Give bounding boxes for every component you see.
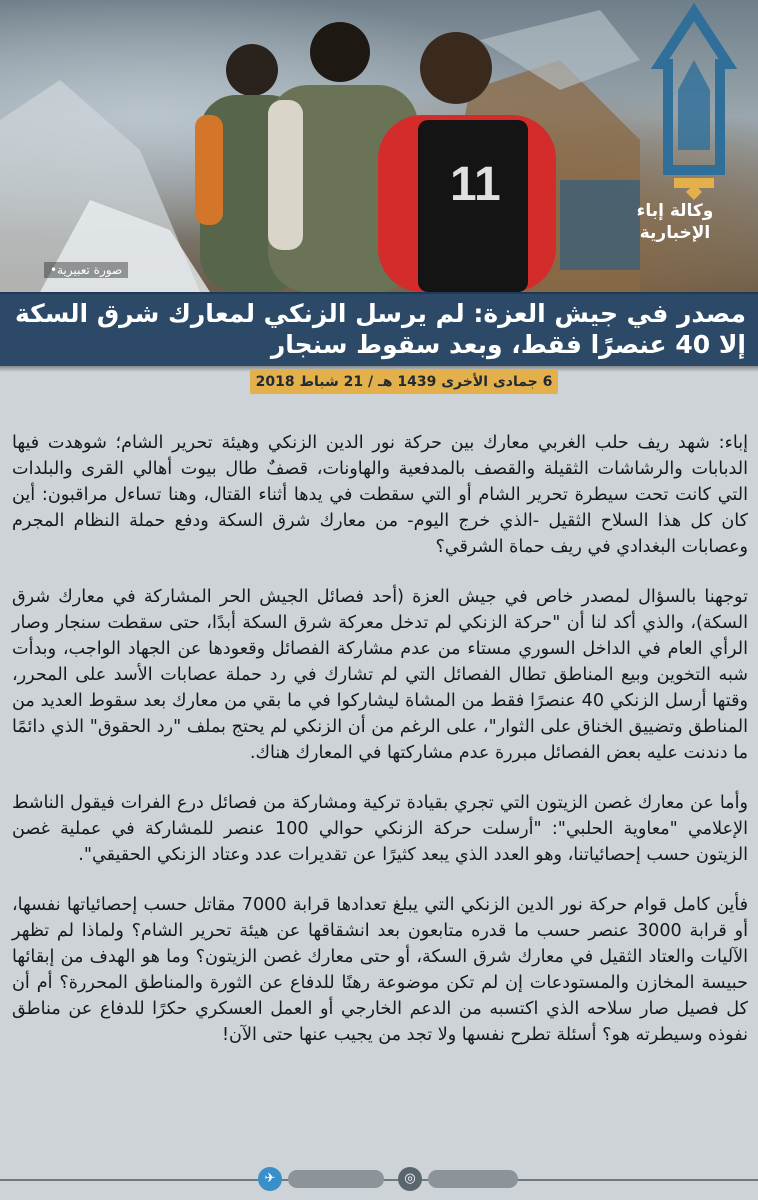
agency-logo [630, 0, 758, 292]
telegram-icon[interactable]: ✈ [258, 1167, 282, 1191]
footer [0, 1162, 758, 1200]
agency-name [630, 200, 720, 244]
telegram-handle[interactable] [288, 1170, 384, 1188]
agency-name-line1: وكالة إباء [636, 201, 714, 221]
agency-emblem-icon [630, 0, 758, 200]
paragraph-3: وأما عن معارك غصن الزيتون التي تجري بقيادة تركية ومشاركة من فصائل درع الفرات فيقول الناشط الإعلامي "معاوية الحلبي": "أرسلت حركة الزنكي حوالي 100 عنصر للمشاركة في عملية غصن الزيتون حسب إحصائياتنا، وهو العدد الذي يبعد كثيرًا عن تقديرات عدد وعتاد الزنكي الحقيقي". [12, 793, 748, 865]
paragraph-2: توجهنا بالسؤال لمصدر خاص في جيش العزة (أحد فصائل الجيش الحر المشاركة في معارك شرق السكة)، والذي أكد لنا أن "حركة الزنكي لم تدخل معركة شرق السكة أبدًا، حتى سقطت سنجار وصار الرأي العام في الداخل السوري مستاء من عدم مشاركة الفصائل وقعودها عن الجهاد الواجب، وبدأت شبه التخوين وبيع المناطق تطال الفصائل التي لم تشارك في رد حملة عصابات الأسد على المحرر، وقتها أرسل الزنكي 40 عنصرًا فقط من المشاة ليشاركوا في ما بقي من معارك بعد سقوط العديد من المناطق وتضييق الخناق على الثوار"، على الرغم من أن الزنكي لم يحتج بملف "رد الحقوق" الذي دائمًا ما دندنت عليه بعض الفصائل مبررة عدم مشاركتها في المعارك هناك. [12, 587, 748, 763]
date-bar [250, 370, 558, 394]
article-date: 6 جمادى الأخرى 1439 هـ / 21 شباط 2018 [255, 374, 553, 390]
website-handle[interactable] [428, 1170, 518, 1188]
globe-icon[interactable]: ◎ [398, 1167, 422, 1191]
svg-text:11: 11 [450, 158, 501, 211]
paragraph-1: إباء: شهد ريف حلب الغربي معارك بين حركة نور الدين الزنكي وهيئة تحرير الشام؛ شوهدت فيها الدبابات والرشاشات الثقيلة والقصف بالمدفعية والهاونات، قصفٌ طال بيوت أهالي القرى والبلدات التي كانت تحت سيطرة تحرير الشام أو التي سقطت في يدها أثناء القتال، وهنا تساءل مراقبون: أين كان كل هذا السلاح الثقيل -الذي خرج اليوم- من معارك شرق السكة ودفع حملة النظام المجرم وعصابات البغدادي في ريف حماة الشرقي؟ [12, 433, 748, 557]
agency-name-line2: الإخبارية [639, 223, 711, 243]
article-title: مصدر في جيش العزة: لم يرسل الزنكي لمعارك شرق السكة إلا 40 عنصرًا فقط، وبعد سقوط سنجار [15, 299, 746, 359]
title-band [0, 292, 758, 366]
paragraph-4: فأين كامل قوام حركة نور الدين الزنكي التي يبلغ تعدادها قرابة 7000 مقاتل حسب إحصائياتها نفسها، أو قرابة 3000 عنصر حسب ما قدره متابعون بعد انشقاقها عن هيئة تحرير الشام؟ ولماذا لم تظهر الآليات والعتاد الثقيل في معارك شرق السكة، أو حتى معارك غصن الزيتون؟ وما هو الهدف من إبقائها حبيسة المخازن والمستودعات إن لم تكن موضوعة رهنًا للدفاع عن الثورة والمناطق المحررة؟ أم أن كل فصيل صار سلاحه الذي اكتسبه من الدعم الخارجي أو العمل العسكري حكرًا للدفاع عن مناطق نفوذه وسيطرته هو؟ أسئلة تطرح نفسها ولا تجد من يجيب عنها حتى الآن! [12, 895, 749, 1045]
photo-caption: •صورة تعبيرية [44, 262, 128, 278]
article-body [12, 430, 748, 1072]
hero-photo [0, 0, 758, 292]
